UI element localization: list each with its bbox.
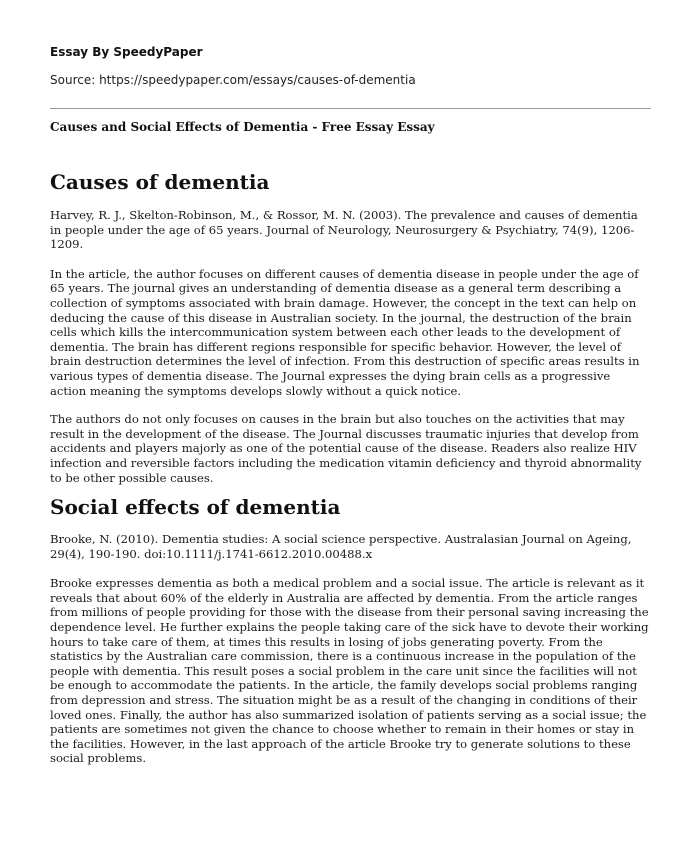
essay-brand: Essay By SpeedyPaper	[50, 45, 203, 59]
reference-brooke: Brooke, N. (2010). Dementia studies: A social science perspective. Australasian Journal on Ageing, 29(4), 190-190. doi:10.1111/j.1741-6612.2010.00488.x	[50, 532, 632, 561]
document-body	[50, 170, 650, 766]
document-title: Causes and Social Effects of Dementia - Free Essay Essay	[50, 120, 435, 134]
paragraph-causes-2: The authors do not only focuses on causes in the brain but also touches on the activities that may result in the development of the disease. The Journal discusses traumatic injuries that develop from accidents and players majorly as one of the potential cause of the disease. Readers also realize HIV infection and reversible factors including the medication vitamin deficiency and thyroid abnormality to be other possible causes.	[50, 412, 642, 485]
source-line: Source: https://speedypaper.com/essays/causes-of-dementia	[50, 73, 416, 87]
paragraph-causes-1: In the article, the author focuses on different causes of dementia disease in people under the age of 65 years. The journal gives an understanding of dementia disease as a general term describing a collection of symptoms associated with brain damage. However, the concept in the text can help on deducing the cause of this disease in Australian society. In the journal, the destruction of the brain cells which kills the intercommunication system between each other leads to the development of dementia. The brain has different regions responsible for specific behavior. However, the level of brain destruction determines the level of infection. From this destruction of specific areas results in various types of dementia disease. The Journal expresses the dying brain cells as a progressive action meaning the symptoms develops slowly without a quick notice.	[50, 266, 640, 398]
section-heading-causes: Causes of dementia	[50, 170, 270, 194]
header-divider	[50, 108, 651, 109]
section-heading-social-effects: Social effects of dementia	[50, 495, 341, 520]
reference-harvey: Harvey, R. J., Skelton-Robinson, M., & Rossor, M. N. (2003). The prevalence and causes of dementia in people under the age of 65 years. Journal of Neurology, Neurosurgery & Psychiatry, 74(9), 1206-1209.	[50, 208, 638, 252]
paragraph-social-effects-1: Brooke expresses dementia as both a medical problem and a social issue. The article is relevant as it reveals that about 60% of the elderly in Australia are affected by dementia. From the article ranges from millions of people providing for those with the disease from their personal saving increasing the dependence level. He further explains the people taking care of the sick have to devote their working hours to take care of them, at times this results in losing of jobs generating poverty. From the statistics by the Australian care commission, there is a continuous increase in the population of the people with dementia. This result poses a social problem in the care unit since the facilities will not be enough to accommodate the patients. In the article, the family develops social problems ranging from depression and stress. The situation might be as a result of the changing in conditions of their loved ones. Finally, the author has also summarized isolation of patients serving as a social issue; the patients are sometimes not given the chance to choose whether to remain in their homes or stay in the facilities. However, in the last approach of the article Brooke try to generate solutions to these social problems.	[50, 576, 649, 766]
